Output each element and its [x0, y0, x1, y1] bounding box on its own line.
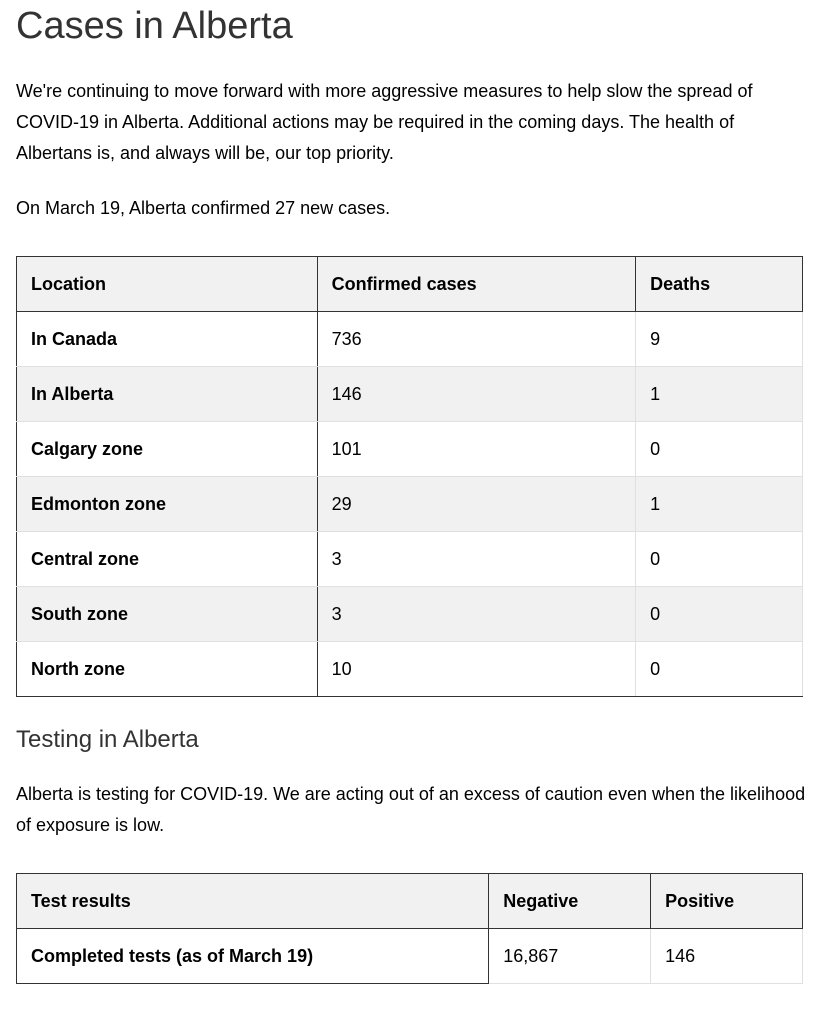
- row-location: In Canada: [17, 312, 318, 367]
- row-location: In Alberta: [17, 367, 318, 422]
- column-header-positive: Positive: [651, 874, 803, 929]
- row-location: Edmonton zone: [17, 477, 318, 532]
- row-deaths: 0: [636, 642, 803, 697]
- row-confirmed-cases: 146: [317, 367, 636, 422]
- row-confirmed-cases: 3: [317, 587, 636, 642]
- test-results-table: [16, 873, 803, 984]
- column-header-deaths: Deaths: [636, 257, 803, 312]
- row-deaths: 1: [636, 367, 803, 422]
- column-header-location: Location: [17, 257, 318, 312]
- table-row: [17, 532, 803, 587]
- row-deaths: 0: [636, 422, 803, 477]
- table-row: [17, 929, 803, 984]
- row-positive: 146: [651, 929, 803, 984]
- row-negative: 16,867: [489, 929, 651, 984]
- table-row: [17, 312, 803, 367]
- table-header-row: [17, 257, 803, 312]
- table-row: [17, 642, 803, 697]
- column-header-test-results: Test results: [17, 874, 489, 929]
- page-title: Cases in Alberta: [16, 5, 293, 47]
- row-deaths: 0: [636, 532, 803, 587]
- cases-table: [16, 256, 803, 697]
- row-deaths: 9: [636, 312, 803, 367]
- column-header-negative: Negative: [489, 874, 651, 929]
- table-row: [17, 367, 803, 422]
- table-row: [17, 477, 803, 532]
- row-confirmed-cases: 3: [317, 532, 636, 587]
- row-deaths: 0: [636, 587, 803, 642]
- row-confirmed-cases: 736: [317, 312, 636, 367]
- summary-paragraph: On March 19, Alberta confirmed 27 new cases.: [16, 198, 391, 218]
- row-location: Calgary zone: [17, 422, 318, 477]
- row-deaths: 1: [636, 477, 803, 532]
- row-confirmed-cases: 29: [317, 477, 636, 532]
- testing-heading: Testing in Alberta: [16, 726, 199, 753]
- row-confirmed-cases: 101: [317, 422, 636, 477]
- table-header-row: [17, 874, 803, 929]
- testing-paragraph: Alberta is testing for COVID-19. We are acting out of an excess of caution even when the likelihood of exposure is low.: [16, 784, 806, 835]
- row-test-label: Completed tests (as of March 19): [17, 929, 489, 984]
- table-row: [17, 587, 803, 642]
- column-header-confirmed-cases: Confirmed cases: [317, 257, 636, 312]
- row-location: Central zone: [17, 532, 318, 587]
- row-location: South zone: [17, 587, 318, 642]
- row-confirmed-cases: 10: [317, 642, 636, 697]
- table-row: [17, 422, 803, 477]
- intro-paragraph: We're continuing to move forward with more aggressive measures to help slow the spread of COVID-19 in Alberta. Additional actions may be required in the coming days. The health of Albertans is, and always will be, our top priority.: [16, 81, 753, 163]
- row-location: North zone: [17, 642, 318, 697]
